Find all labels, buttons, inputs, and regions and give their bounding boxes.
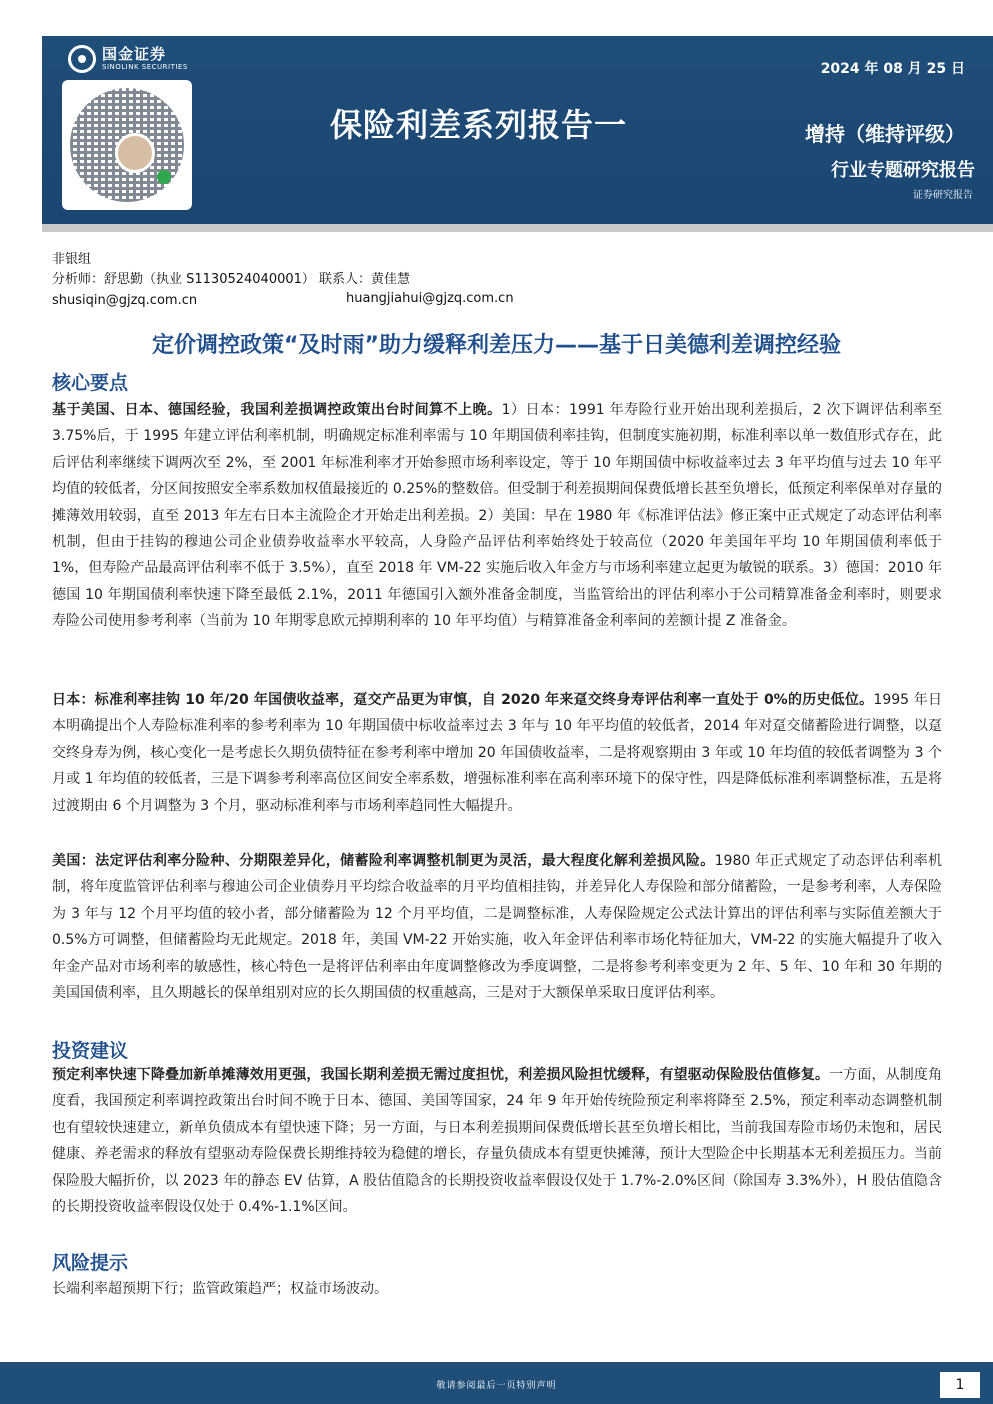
paragraph-2-body: 1995 年日本明确提出个人寿险标准利率的参考利率为 10 年期国债中标收益率过去 3 年与 10 年平均值的较低者，2014 年对趸交储蓄险进行调整，以趸交终身寿为例，核心变化一是考虑长久期负债特征在参考利率中增加 20 年国债收益率，二是将观察期由 3 年或 10 年均值的较低者调整为 3 个月或 1 年均值的较低者，三是下调参考利率高位区间安全率系数，增强标准利率在高利率环境下的保守性，四是降低标准利率调整标准，五是将过渡期由 6 个月调整为 3 个月，驱动标准利率与市场利率趋同性大幅提升。 xyxy=(52,692,942,814)
qr-avatar-icon xyxy=(115,133,155,173)
paragraph-2-lead: 日本：标准利率挂钩 10 年/20 年国债收益率，趸交产品更为审慎，自 2020 年来趸交终身寿评估利率一直处于 0%的历史低位。 xyxy=(52,692,874,708)
paragraph-1 xyxy=(52,397,942,635)
logo-en: SINOLINK SECURITIES xyxy=(102,63,188,71)
report-subtype: 证券研究报告 xyxy=(913,190,973,201)
analyst-email[interactable]: shusiqin@gjzq.com.cn xyxy=(52,293,198,308)
qr-code xyxy=(62,80,192,210)
qr-pattern-icon xyxy=(70,88,184,202)
miniprogram-icon xyxy=(157,170,171,184)
header-shadow xyxy=(42,224,993,232)
company-logo xyxy=(68,45,188,73)
section-core: 核心要点 xyxy=(52,372,129,394)
paragraph-4-body: 一方面，从制度角度看，我国预定利率调控政策出台时间不晚于日本、德国、美国等国家，24 年 9 年开始传统险预定利率将降至 2.5%，预定利率动态调整机制也有望较快速建立，新单负债成本有望快速下降；另一方面，与日本利差损期间保费低增长甚至负增长相比，当前我国寿险市场仍未饱和，居民健康、养老需求的释放有望驱动寿险保费长期维持较为稳健的增长，存量负债成本有望更快摊薄，预计大型险企中长期基本无利差损压力。当前保险股大幅折价，以 2023 年的静态 EV 估算，A 股估值隐含的长期投资收益率假设仅处于 1.7%-2.0%区间（除国寿 3.3%外），H 股估值隐含的长期投资收益率假设仅处于 0.4%-1.1%区间。 xyxy=(52,1067,942,1216)
section-risk: 风险提示 xyxy=(52,1252,129,1274)
main-title: 定价调控政策“及时雨”助力缓释利差压力——基于日美德利差调控经验 xyxy=(152,333,841,358)
paragraph-4 xyxy=(52,1062,942,1220)
section-invest: 投资建议 xyxy=(52,1040,129,1062)
paragraph-3-body: 1980 年正式规定了动态评估利率机制，将年度监管评估利率与穆迪公司企业债券月平均综合收益率的月平均值相挂钩，并差异化人寿保险和部分储蓄险，一是参考利率，人寿保险为 3 年与 12 个月平均值的较小者，部分储蓄险为 12 个月平均值，二是调整标准，人寿保险规定公式法计算出的评估利率与实际值差额大于 0.5%方可调整，但储蓄险均无此规定。2018 年，美国 VM-22 开始实施，收入年金评估利率市场化特征加大，VM-22 的实施大幅提升了收入年金产品对市场利率的敏感性，核心特色一是将评估利率由年度调整修改为季度调整，二是将参考利率变更为 2 年、5 年、10 年和 30 年期的美国国债利率，且久期越长的保单组别对应的长久期国债的权重越高，三是对于大额保单采取日度评估利率。 xyxy=(52,853,942,1002)
report-series-title: 保险利差系列报告一 xyxy=(330,106,628,144)
group-label: 非银组 xyxy=(52,252,92,267)
paragraph-5: 长端利率超预期下行；监管政策趋严；权益市场波动。 xyxy=(52,1281,388,1297)
paragraph-3-lead: 美国：法定评估利率分险种、分期限差异化，储蓄险利率调整机制更为灵活，最大程度化解利差损风险。 xyxy=(52,853,715,869)
paragraph-4-lead: 预定利率快速下降叠加新单摊薄效用更强，我国长期利差损无需过度担忧，利差损风险担忧缓释，有望驱动保险股估值修复。 xyxy=(52,1067,830,1083)
paragraph-2 xyxy=(52,687,942,819)
rating: 增持（维持评级） xyxy=(805,122,965,146)
report-type: 行业专题研究报告 xyxy=(831,160,975,181)
paragraph-1-body: 1）日本：1991 年寿险行业开始出现利差损后，2 次下调评估利率至 3.75%后，于 1995 年建立评估利率机制，明确规定标准利率需与 10 年期国债利率挂钩，但制度实施初期，标准利率以单一数值形式存在，此后评估利率继续下调两次至 2%，至 2001 年标准利率才开始参照市场利率设定，等于 10 年期国债中标收益率过去 3 年平均值与过去 10 年平均值的较低者，分区间按照安全率系数加权值最接近的 0.25%的整数倍。但受制于利差损期间保费低增长甚至负增长，低预定利率保单对存量的摊薄效用较弱，直至 2013 年左右日本主流险企才开始走出利差损。2）美国：早在 1980 年《标准评估法》修正案中正式规定了动态评估利率机制，但由于挂钩的穆迪公司企业债券收益率水平较高，人身险产品评估利率始终处于较高位（2020 年美国年平均 10 年期国债利率低于 1%，但寿险产品最高评估利率不低于 3.5%），直至 2018 年 VM-22 实施后收入年金方与市场利率建立起更为敏锐的联系。3）德国：2010 年德国 10 年期国债利率快速下降至最低 2.1%，2011 年德国引入额外准备金制度，当监管给出的评估利率小于公司精算准备金利率时，则要求寿险公司使用参考利率（当前为 10 年期零息欧元掉期利率的 10 年平均值）与精算准备金利率间的差额计提 Z 准备金。 xyxy=(52,402,943,630)
logo-cn: 国金证券 xyxy=(102,45,167,63)
paragraph-3 xyxy=(52,848,942,1006)
logo-icon xyxy=(68,45,96,73)
analyst-line: 分析师：舒思勤（执业 S1130524040001） 联系人：黄佳慧 xyxy=(52,272,411,287)
contact-email[interactable]: huangjiahui@gjzq.com.cn xyxy=(346,291,514,306)
footer-disclaimer: 敬请参阅最后一页特别声明 xyxy=(436,1381,557,1391)
page-number: 1 xyxy=(940,1372,980,1398)
paragraph-1-lead: 基于美国、日本、德国经验，我国利差损调控政策出台时间算不上晚。 xyxy=(52,402,502,418)
report-date: 2024 年 08 月 25 日 xyxy=(820,61,965,77)
